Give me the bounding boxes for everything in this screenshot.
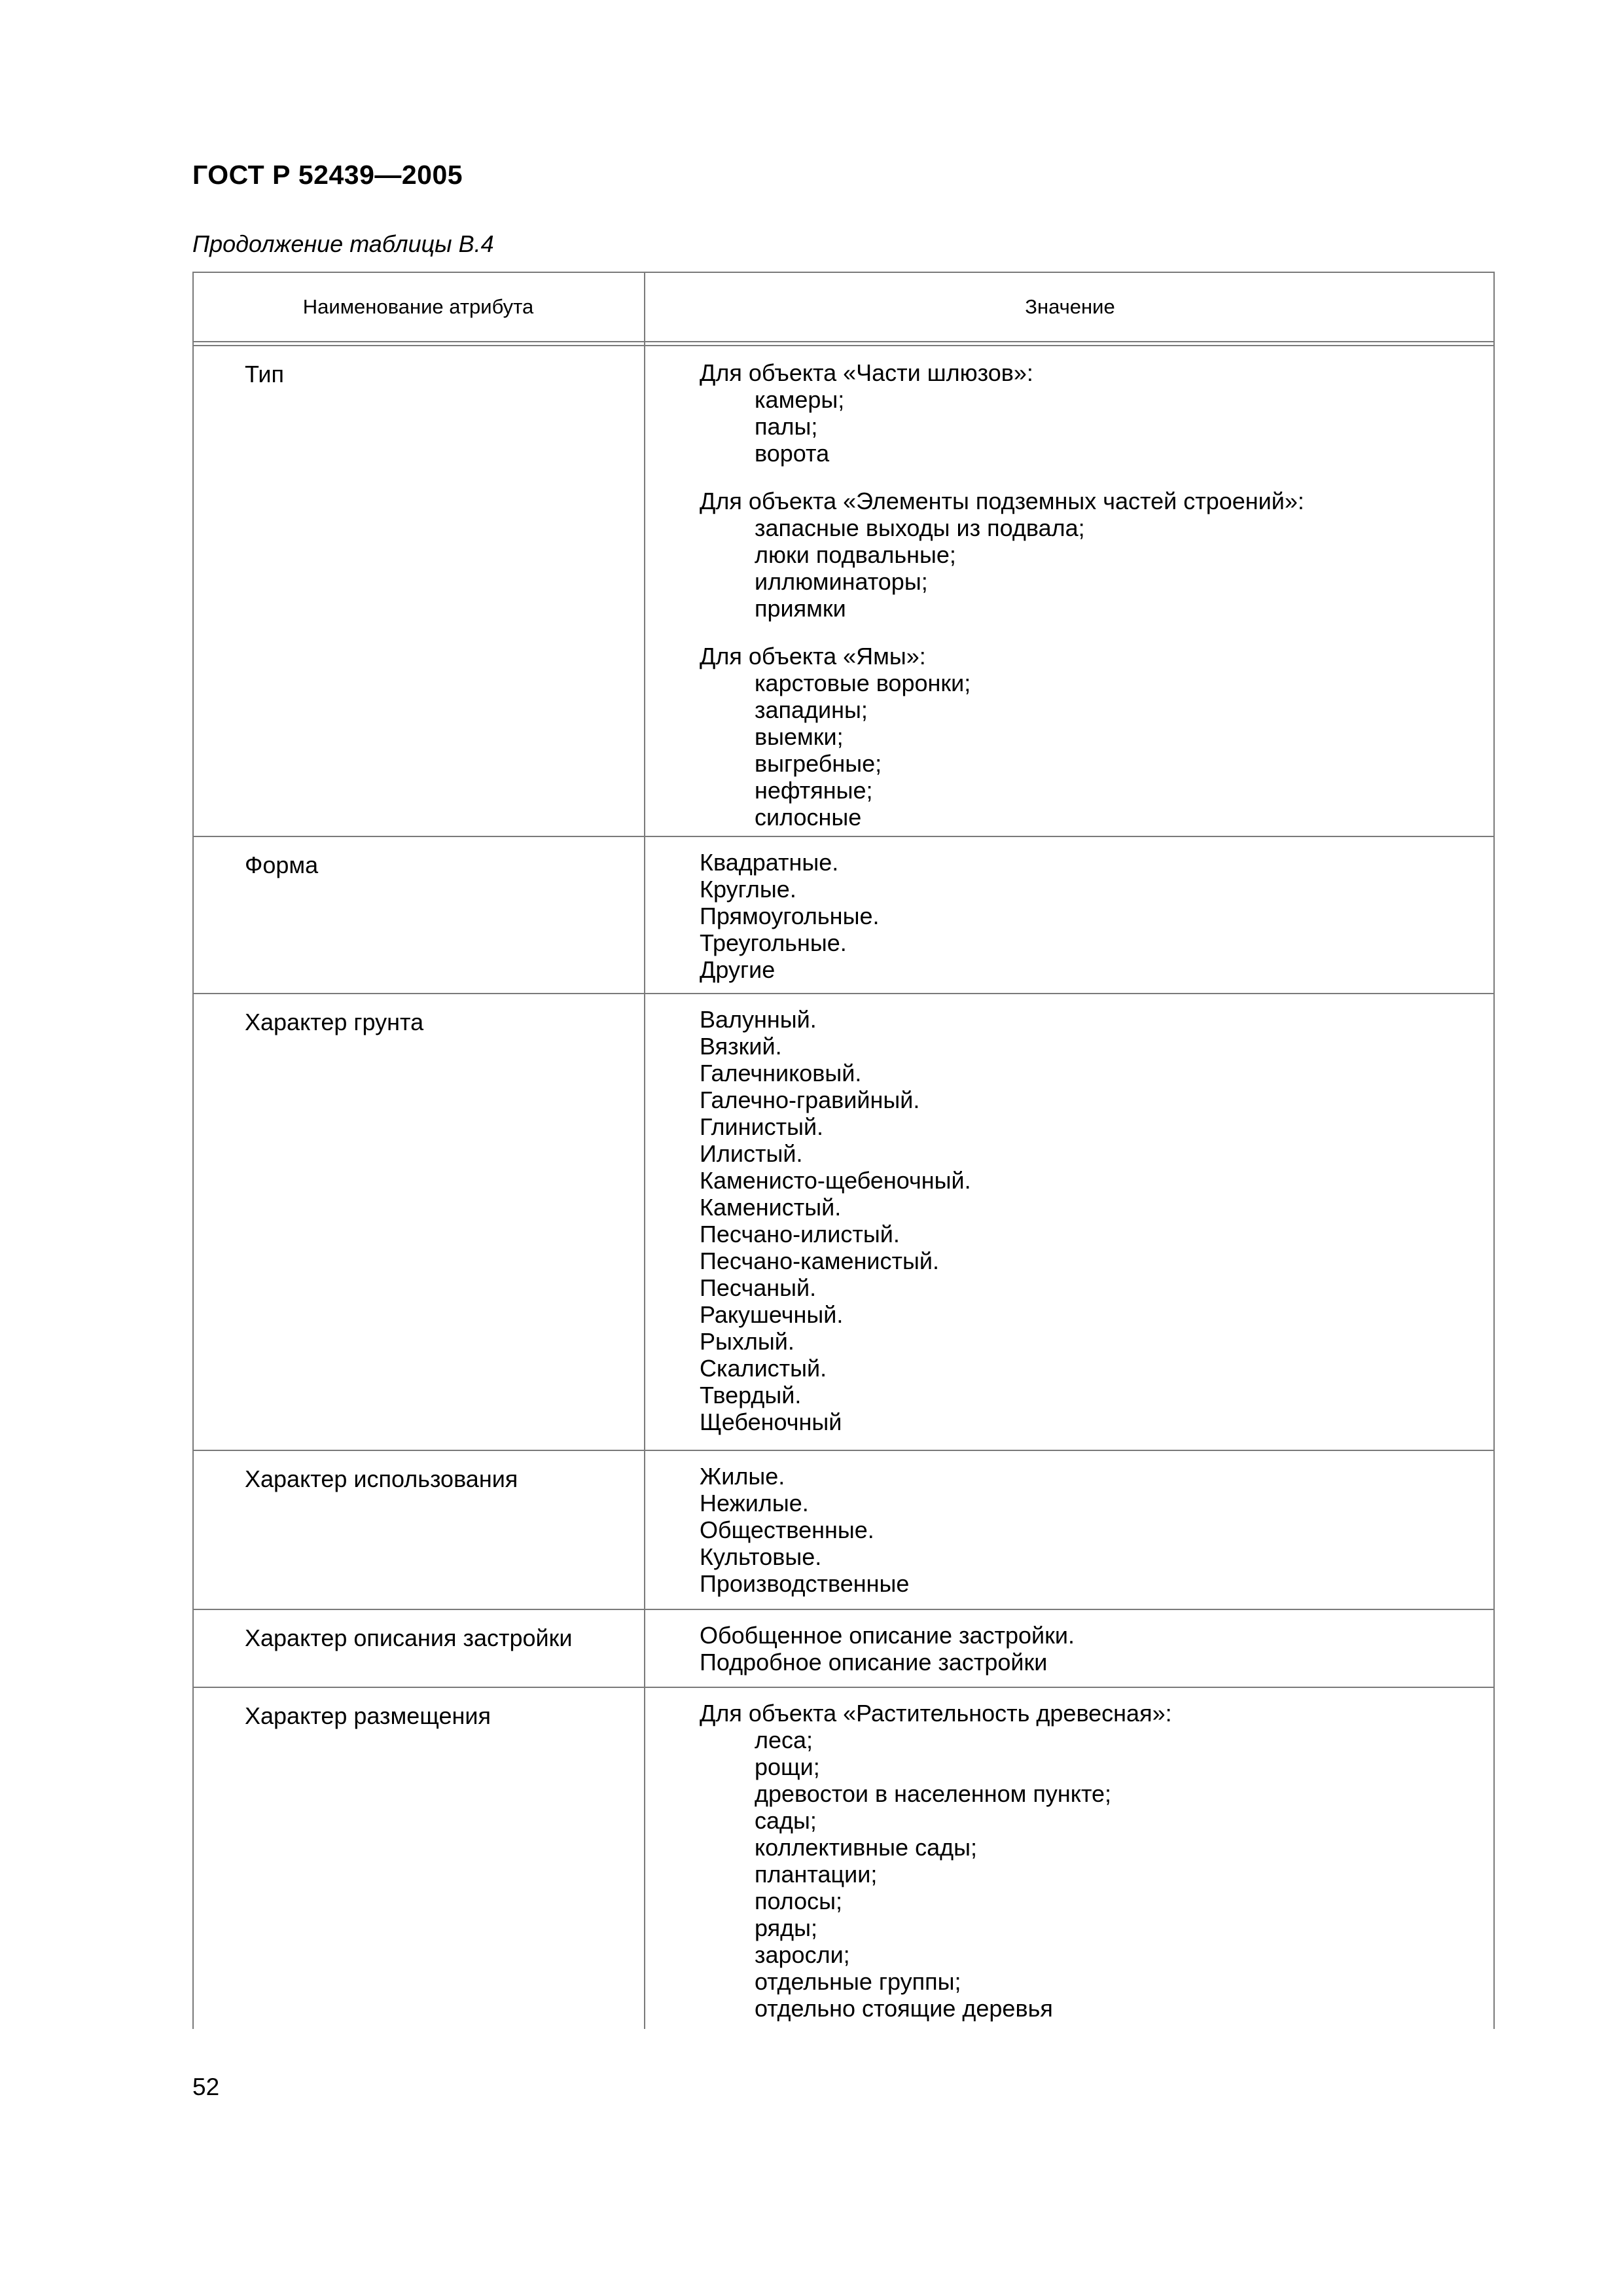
value-line: Песчано-илистый.	[700, 1221, 900, 1247]
page-number: 52	[192, 2073, 220, 2100]
group-item: выемки;	[755, 723, 844, 750]
column-header-attribute: Наименование атрибута	[302, 295, 534, 318]
value-line: Нежилые.	[700, 1490, 809, 1516]
value-line: Рыхлый.	[700, 1328, 794, 1355]
group-item: отдельные группы;	[755, 1968, 961, 1995]
group-item: камеры;	[755, 386, 845, 413]
attribute-values	[700, 359, 1482, 831]
attribute-name: Характер грунта	[245, 1009, 424, 1035]
column-divider	[644, 272, 645, 2029]
row-separator	[192, 1450, 1495, 1451]
group-item: рощи;	[755, 1753, 820, 1780]
value-line: Песчаный.	[700, 1274, 817, 1301]
row-separator	[192, 836, 1495, 837]
table-header-row	[192, 272, 1495, 342]
group-item: иллюминаторы;	[755, 568, 928, 595]
group-item: сады;	[755, 1807, 817, 1834]
value-group	[700, 488, 1482, 622]
value-line: Галечно-гравийный.	[700, 1086, 920, 1113]
attribute-values	[700, 1622, 1482, 1676]
attribute-name: Форма	[245, 852, 319, 878]
value-line: Глинистый.	[700, 1113, 824, 1140]
table-caption: Продолжение таблицы В.4	[192, 230, 494, 257]
value-line: Вязкий.	[700, 1033, 782, 1060]
value-line: Обобщенное описание застройки.	[700, 1622, 1075, 1649]
group-item: отдельно стоящие деревья	[755, 1995, 1053, 2022]
header-double-rule	[192, 341, 1495, 346]
group-item: полосы;	[755, 1888, 843, 1914]
table-border-right	[1493, 272, 1495, 2029]
attribute-table	[192, 272, 1495, 2029]
attribute-name: Характер использования	[245, 1465, 518, 1492]
group-item: запасные выходы из подвала;	[755, 514, 1085, 541]
group-item: западины;	[755, 696, 868, 723]
group-title: Для объекта «Ямы»:	[700, 643, 926, 670]
attribute-values	[700, 1006, 1482, 1435]
value-line: Каменистый.	[700, 1194, 842, 1221]
group-item: плантации;	[755, 1861, 878, 1888]
value-line: Песчано-каменистый.	[700, 1247, 939, 1274]
value-group	[700, 359, 1482, 467]
value-line: Твердый.	[700, 1382, 802, 1408]
value-line: Другие	[700, 956, 776, 983]
value-line: Жилые.	[700, 1463, 785, 1490]
group-item: древостои в населенном пункте;	[755, 1780, 1112, 1807]
value-group	[700, 1700, 1482, 2022]
group-item: палы;	[755, 413, 818, 440]
group-item: силосные	[755, 804, 862, 831]
group-item: карстовые воронки;	[755, 670, 971, 696]
value-line: Каменисто-щебеночный.	[700, 1167, 971, 1194]
attribute-name: Характер описания застройки	[245, 1624, 573, 1651]
group-item: коллективные сады;	[755, 1834, 977, 1861]
value-line: Общественные.	[700, 1516, 874, 1543]
group-title: Для объекта «Части шлюзов»:	[700, 359, 1033, 386]
value-line: Илистый.	[700, 1140, 803, 1167]
group-title: Для объекта «Растительность древесная»:	[700, 1700, 1172, 1727]
row-separator	[192, 1687, 1495, 1688]
value-line: Валунный.	[700, 1006, 817, 1033]
value-line: Подробное описание застройки	[700, 1649, 1048, 1676]
value-line: Квадратные.	[700, 849, 839, 876]
value-line: Треугольные.	[700, 929, 847, 956]
attribute-values	[700, 1463, 1482, 1597]
attribute-name: Тип	[245, 361, 285, 387]
value-line: Прямоугольные.	[700, 903, 880, 929]
row-separator	[192, 1609, 1495, 1610]
value-line: Щебеночный	[700, 1408, 842, 1435]
group-item: ряды;	[755, 1914, 817, 1941]
value-line: Производственные	[700, 1570, 910, 1597]
group-item: приямки	[755, 595, 846, 622]
document-code: ГОСТ Р 52439—2005	[192, 160, 463, 190]
group-item: ворота	[755, 440, 830, 467]
value-line: Круглые.	[700, 876, 796, 903]
group-item: леса;	[755, 1727, 813, 1753]
value-line: Галечниковый.	[700, 1060, 862, 1086]
value-line: Скалистый.	[700, 1355, 827, 1382]
attribute-values	[700, 849, 1482, 983]
row-separator	[192, 993, 1495, 994]
group-item: нефтяные;	[755, 777, 873, 804]
attribute-values	[700, 1700, 1482, 2022]
table-border-left	[192, 272, 194, 2029]
group-item: заросли;	[755, 1941, 850, 1968]
attribute-name: Характер размещения	[245, 1702, 491, 1729]
value-group	[700, 643, 1482, 831]
column-header-value: Значение	[1025, 295, 1115, 318]
value-line: Культовые.	[700, 1543, 822, 1570]
group-item: выгребные;	[755, 750, 882, 777]
group-item: люки подвальные;	[755, 541, 956, 568]
value-line: Ракушечный.	[700, 1301, 844, 1328]
group-title: Для объекта «Элементы подземных частей строений»:	[700, 488, 1304, 514]
